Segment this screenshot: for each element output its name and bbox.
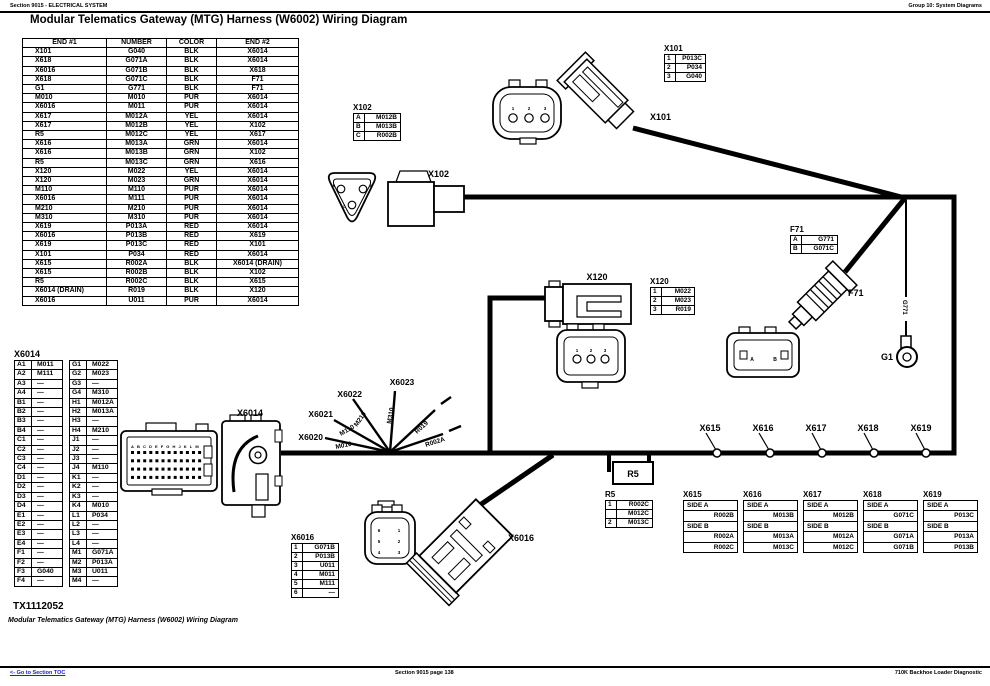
connector-x6014-face <box>121 423 217 495</box>
x6020-label: X6020 <box>298 432 323 442</box>
table-row: M013B <box>744 511 798 521</box>
table-row: X619 P013A RED X6014 <box>23 223 299 232</box>
table-row: X6016 P013B RED X619 <box>23 232 299 241</box>
x618-label: X618 <box>857 423 879 433</box>
g1-label: G1 <box>880 352 893 362</box>
table-row: M013A <box>744 532 798 542</box>
table-row: 2 P034 <box>665 64 706 73</box>
x6016-pin-table-label: X6016 <box>291 533 315 542</box>
table-row: K3 — <box>70 492 118 501</box>
table-row: M3 U011 <box>70 567 118 576</box>
table-row: E1 — <box>15 511 63 520</box>
table-row: B M013B <box>354 123 401 132</box>
table-row: 2 M013C <box>606 519 653 528</box>
x120-face-pin-2: 2 <box>589 348 593 353</box>
connector-x120-plug <box>545 281 631 327</box>
table-row: X101 P034 RED X6014 <box>23 250 299 259</box>
table-row: C2 — <box>15 445 63 454</box>
x6021-label: X6021 <box>308 409 333 419</box>
table-row: K1 — <box>70 473 118 482</box>
table-row: P013C <box>924 511 978 521</box>
harness-trunk <box>390 197 954 453</box>
table-row: G071B <box>864 542 918 552</box>
table-row: M012B <box>804 511 858 521</box>
header-group-label: Group 10: System Diagrams <box>908 3 982 9</box>
splice-leader-lines <box>706 433 925 450</box>
m110-wire-label: M110 <box>338 423 356 438</box>
connector-g1-ring <box>897 336 917 367</box>
table-row: X617 M012A YEL X6014 <box>23 112 299 121</box>
connector-x102-face <box>493 80 561 144</box>
table-row: K4 M010 <box>70 502 118 511</box>
x619-label: X619 <box>910 423 932 433</box>
table-row: X120 M023 GRN X6014 <box>23 177 299 186</box>
table-row: B3 — <box>15 417 63 426</box>
x102-pin-table <box>353 103 401 141</box>
x617-splice-table <box>803 490 858 553</box>
x102-label: X102 <box>428 169 450 179</box>
connector-x6016-plug <box>407 497 516 606</box>
col-end1: END #1 <box>23 39 107 48</box>
table-row: SIDE A <box>804 501 858 511</box>
table-row: P013A <box>924 532 978 542</box>
table-row: G071A <box>864 532 918 542</box>
x617-label: X617 <box>805 423 827 433</box>
table-row: B4 — <box>15 426 63 435</box>
table-row: 6 — <box>292 589 339 598</box>
x120-pin-table <box>650 277 695 315</box>
x6014-label: X6014 <box>236 408 264 418</box>
table-row: X615 R002A BLK X6014 (DRAIN) <box>23 259 299 268</box>
table-row: X6014 (DRAIN) R019 BLK X120 <box>23 287 299 296</box>
table-row: SIDE A <box>924 501 978 511</box>
x102-pin-table-label: X102 <box>353 103 372 112</box>
x615-label: X615 <box>699 423 721 433</box>
table-row: J1 — <box>70 436 118 445</box>
m310-wire-label: M310 <box>386 407 396 425</box>
x102-triangle-pin-c: C <box>342 205 346 209</box>
table-row: E2 — <box>15 520 63 529</box>
f71-face-pin-a: A <box>750 357 754 363</box>
page-title: Modular Telematics Gateway (MTG) Harness (W6002) Wiring Diagram <box>30 14 408 26</box>
table-row: M210 M210 PUR X6014 <box>23 204 299 213</box>
table-row: C1 — <box>15 436 63 445</box>
table-row: M310 M310 PUR X6014 <box>23 213 299 222</box>
x120-face-pin-1: 1 <box>575 348 579 353</box>
table-row: X616 M013B GRN X102 <box>23 149 299 158</box>
table-row: E4 — <box>15 539 63 548</box>
x619-splice-table <box>923 490 978 553</box>
table-row: R5 M012C YEL X617 <box>23 131 299 140</box>
x6023-label: X6023 <box>389 377 415 387</box>
x101-branch-wire <box>633 128 905 198</box>
x6016-pin-table <box>291 533 339 598</box>
table-row: 3 R019 <box>651 306 695 315</box>
table-row: M1 G071A <box>70 549 118 558</box>
table-row: 1 M022 <box>651 288 695 297</box>
table-row: G1 G771 BLK F71 <box>23 85 299 94</box>
table-row: X618 G071C BLK F71 <box>23 75 299 84</box>
table-row: M013C <box>744 542 798 552</box>
connector-x102-triangle <box>329 173 375 222</box>
m010-wire-label: M010 <box>334 440 353 451</box>
table-row: G3 — <box>70 379 118 388</box>
table-row: X6016 G071B BLK X618 <box>23 66 299 75</box>
f71-pin-table-label: F71 <box>790 225 804 234</box>
table-row: X101 G040 BLK X6014 <box>23 48 299 57</box>
table-row: X120 M022 YEL X6014 <box>23 167 299 176</box>
table-row: R5 M013C GRN X616 <box>23 158 299 167</box>
table-row: SIDE B <box>804 521 858 531</box>
connector-x6014-side <box>222 415 282 517</box>
tx-number: TX1112052 <box>13 601 64 612</box>
table-row: D3 — <box>15 492 63 501</box>
col-number: NUMBER <box>107 39 167 48</box>
table-row: J2 — <box>70 445 118 454</box>
table-row: R002A <box>684 532 738 542</box>
table-row: E3 — <box>15 530 63 539</box>
table-row: P013B <box>924 542 978 552</box>
table-row: M110 M110 PUR X6014 <box>23 186 299 195</box>
table-row: D4 — <box>15 502 63 511</box>
table-row: SIDE B <box>924 521 978 531</box>
table-row: H4 M210 <box>70 426 118 435</box>
x615-splice-table-label: X615 <box>683 490 702 499</box>
table-row: A3 — <box>15 379 63 388</box>
x102-triangle-pin-a: A <box>369 184 373 188</box>
table-row: B2 — <box>15 408 63 417</box>
table-row: H2 M013A <box>70 408 118 417</box>
table-row: F1 — <box>15 549 63 558</box>
x102-face-pin-3: 3 <box>543 106 547 111</box>
x120-label: X120 <box>586 272 608 282</box>
r5-box-label: R5 <box>627 469 639 479</box>
table-row: SIDE A <box>684 501 738 511</box>
x101-label: X101 <box>650 112 672 122</box>
footer-model-label: 710K Backhoe Loader Diagnostic <box>894 670 982 676</box>
table-row: 1 P013C <box>665 55 706 64</box>
table-row: SIDE B <box>864 521 918 531</box>
connector-x6016-face <box>365 501 415 564</box>
connector-x120-face <box>557 324 625 388</box>
x6016-face-pin-3: 3 <box>397 550 401 555</box>
x101-pin-table <box>664 44 706 82</box>
table-row: J4 M110 <box>70 464 118 473</box>
table-row: L2 — <box>70 520 118 529</box>
table-row: M010 M010 PUR X6014 <box>23 94 299 103</box>
footer-page-number: Section 9015 page 138 <box>395 670 454 676</box>
table-row: B1 — <box>15 398 63 407</box>
x616-splice-table-label: X616 <box>743 490 762 499</box>
f71-face-pin-b: B <box>773 357 777 363</box>
table-row: M012A <box>804 532 858 542</box>
table-row: X619 P013C RED X101 <box>23 241 299 250</box>
x619-splice-table-label: X619 <box>923 490 942 499</box>
x6016-face-pin-4: 4 <box>377 550 381 555</box>
connector-x102-plug <box>388 171 464 226</box>
table-row: SIDE A <box>864 501 918 511</box>
table-row: M012C <box>804 542 858 552</box>
table-row: SIDE B <box>744 521 798 531</box>
x6016-face-pin-6: 6 <box>377 528 381 533</box>
f71-pin-table <box>790 225 838 254</box>
table-row: G1 M022 <box>70 361 118 370</box>
col-color: COLOR <box>167 39 217 48</box>
table-row: D1 — <box>15 473 63 482</box>
x6014-cavity-letters: ABCDEFGHJKLM <box>131 444 202 449</box>
header-section-label: Section 9015 - ELECTRICAL SYSTEM <box>10 3 108 9</box>
x6016-branch-wire <box>480 455 553 505</box>
table-row: A1 M011 <box>15 361 63 370</box>
f71-label: F71 <box>848 288 864 298</box>
connector-f71-fuse <box>781 261 857 337</box>
wire-table <box>22 38 299 306</box>
table-row: C R002B <box>354 132 401 141</box>
x102-face-pin-2: 2 <box>527 106 531 111</box>
table-row: L4 — <box>70 539 118 548</box>
table-row: X6016 M111 PUR X6014 <box>23 195 299 204</box>
table-row: 3 G040 <box>665 73 706 82</box>
table-row: D2 — <box>15 483 63 492</box>
table-row: M4 — <box>70 577 118 586</box>
x616-splice-table <box>743 490 798 553</box>
table-row: G2 M023 <box>70 370 118 379</box>
table-row: A2 M111 <box>15 370 63 379</box>
table-row: K2 — <box>70 483 118 492</box>
x6016-label: X6016 <box>508 533 535 543</box>
x617-splice-table-label: X617 <box>803 490 822 499</box>
x120-branch-wire <box>490 298 552 451</box>
table-row: 1 G071B <box>292 544 339 553</box>
table-row: M2 P013A <box>70 558 118 567</box>
table-row: C3 — <box>15 455 63 464</box>
table-row: X6016 M011 PUR X6014 <box>23 103 299 112</box>
go-to-section-toc-link[interactable]: <- Go to Section TOC <box>10 670 66 676</box>
x618-splice-table <box>863 490 918 553</box>
x120-pin-table-label: X120 <box>650 277 669 286</box>
table-row: B G071C <box>791 245 838 254</box>
table-row: 2 P013B <box>292 553 339 562</box>
x616-label: X616 <box>752 423 774 433</box>
r5-pin-table <box>605 490 653 528</box>
x101-pin-table-label: X101 <box>664 44 683 53</box>
table-row: 4 M011 <box>292 571 339 580</box>
table-row: G071C <box>864 511 918 521</box>
table-row: A4 — <box>15 389 63 398</box>
x615-splice-table <box>683 490 738 553</box>
table-row: C4 — <box>15 464 63 473</box>
x102-face-pin-1: 1 <box>511 106 515 111</box>
table-row: 2 M023 <box>651 297 695 306</box>
x6016-face-pin-2: 2 <box>397 539 401 544</box>
x618-splice-table-label: X618 <box>863 490 882 499</box>
table-row: X6016 U011 PUR X6014 <box>23 296 299 305</box>
table-row: F3 G040 <box>15 567 63 576</box>
table-row: 3 U011 <box>292 562 339 571</box>
x6022-label: X6022 <box>337 389 362 399</box>
x6014-pinout-label: X6014 <box>14 349 41 359</box>
x102-triangle-pin-b: B <box>332 184 336 188</box>
table-row: SIDE B <box>684 521 738 531</box>
table-row: M012C <box>606 510 653 519</box>
x6014-pinout-right-table <box>69 360 118 587</box>
connector-x101-plug <box>557 52 639 134</box>
table-row: X616 M013A GRN X6014 <box>23 140 299 149</box>
r5-pin-table-label: R5 <box>605 490 616 499</box>
table-row: G4 M310 <box>70 389 118 398</box>
g771-wire-label: G771 <box>901 300 907 315</box>
table-row: R5 R002C BLK X615 <box>23 278 299 287</box>
table-row: L3 — <box>70 530 118 539</box>
table-row: 5 M111 <box>292 580 339 589</box>
table-row: J3 — <box>70 455 118 464</box>
table-row: X617 M012B YEL X102 <box>23 121 299 130</box>
table-row: X615 R002B BLK X102 <box>23 269 299 278</box>
footer-rule <box>0 666 990 668</box>
table-row: X618 G071A BLK X6014 <box>23 57 299 66</box>
col-end2: END #2 <box>217 39 299 48</box>
table-row: F2 — <box>15 558 63 567</box>
table-row: F4 — <box>15 577 63 586</box>
r002a-wire-label: R002A <box>424 435 446 449</box>
x6014-pinout-left-table <box>14 360 63 587</box>
table-row: A M012B <box>354 114 401 123</box>
table-row: L1 P034 <box>70 511 118 520</box>
x6016-face-pin-1: 1 <box>397 528 401 533</box>
table-row: 1 R002C <box>606 501 653 510</box>
table-row: H1 M012A <box>70 398 118 407</box>
figure-caption: Modular Telematics Gateway (MTG) Harness (W6002) Wiring Diagram <box>8 617 238 624</box>
table-row: R002C <box>684 542 738 552</box>
x6016-face-pin-5: 5 <box>377 539 381 544</box>
f71-branch-wire <box>845 198 905 272</box>
wire-table-header-row <box>23 39 299 48</box>
table-row: A G771 <box>791 236 838 245</box>
x120-face-pin-3: 3 <box>603 348 607 353</box>
table-row: R002B <box>684 511 738 521</box>
r019-wire-label: R019 <box>413 419 430 436</box>
table-row: H3 — <box>70 417 118 426</box>
m210-wire-label: M210 <box>352 410 368 429</box>
table-row: SIDE A <box>744 501 798 511</box>
connector-f71-face <box>727 327 799 377</box>
